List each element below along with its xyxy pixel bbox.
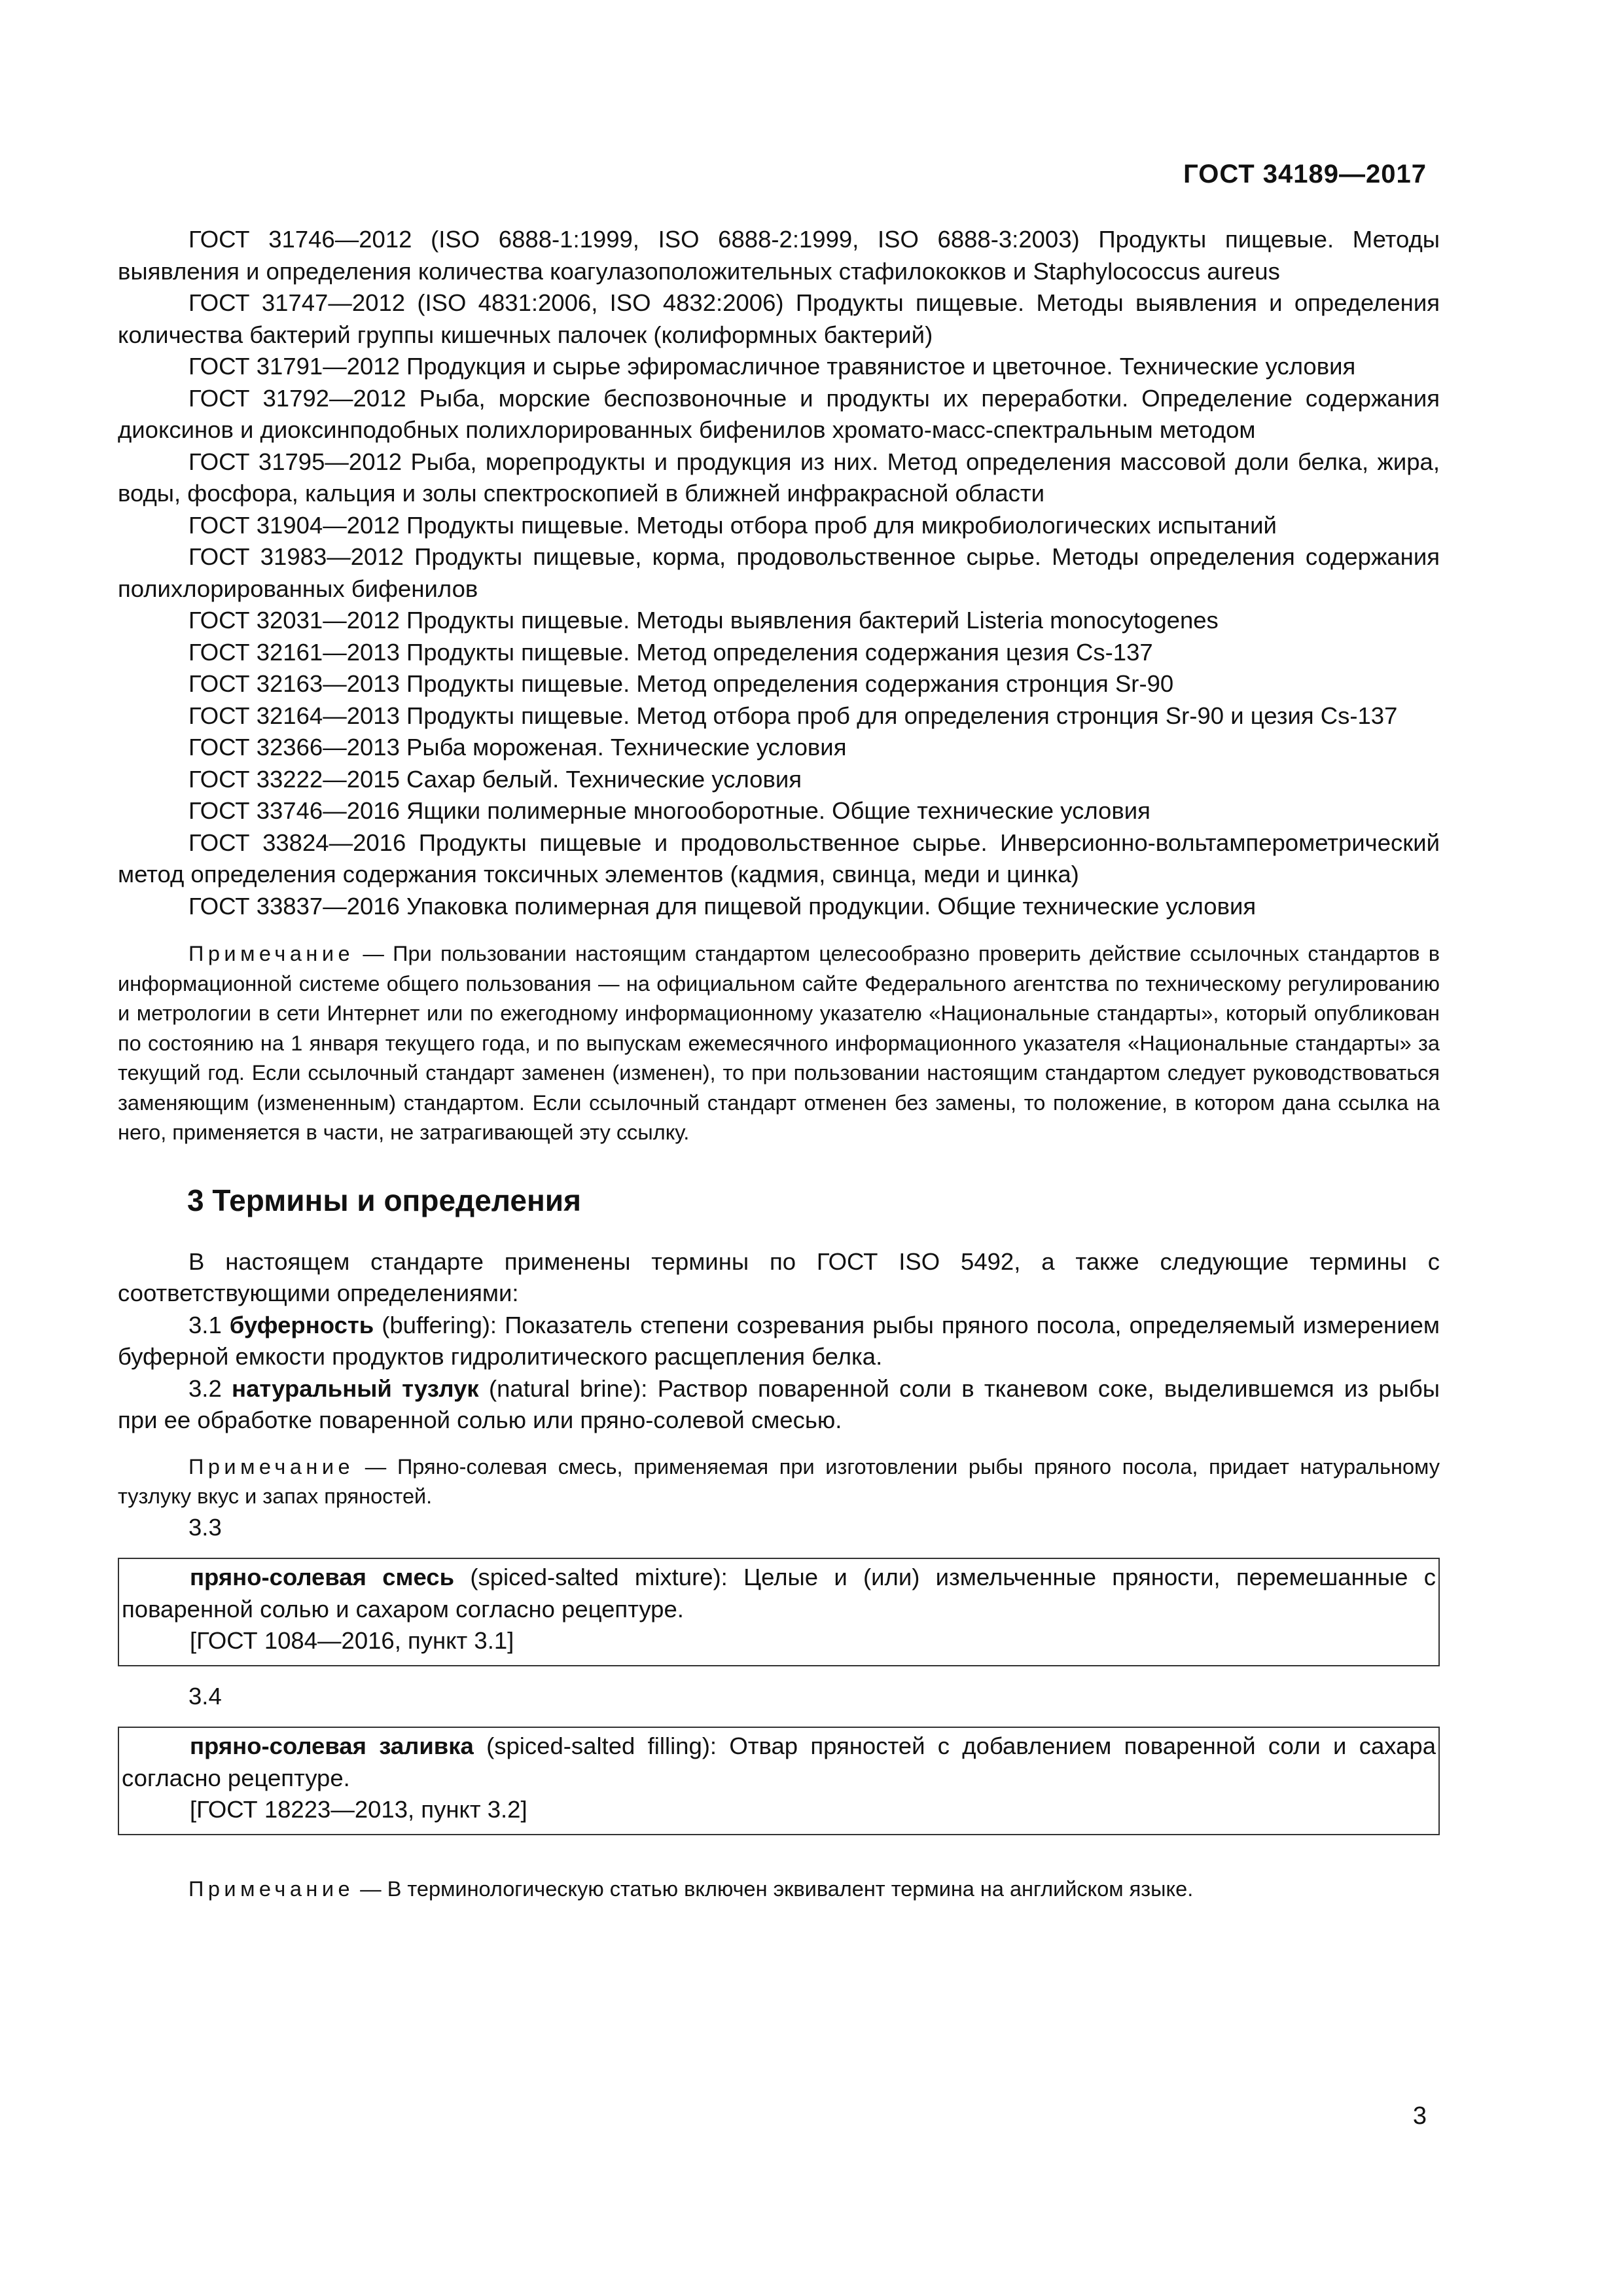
- term-entry-3-4: [122, 1731, 1436, 1794]
- note-text: Пряно-солевая смесь, применяемая при изготовлении рыбы пряного посола, придает натуральному тузлуку вкус и запах пряностей.: [118, 1454, 1440, 1508]
- term-entry-3-3: [122, 1562, 1436, 1625]
- term-definition: (spiced-salted filling): Отвар пряностей с добавлением поваренной соли и сахара согласно рецептуре.: [122, 1732, 1436, 1791]
- reference-item: ГОСТ 32163—2013 Продукты пищевые. Метод определения содержания стронция Sr-90: [188, 670, 1174, 697]
- page-number: 3: [1412, 2102, 1427, 2130]
- term-number-3-3: 3.3: [188, 1513, 222, 1541]
- reference-item: ГОСТ 31791—2012 Продукция и сырье эфиромасличное травянистое и цветочное. Технические условия: [188, 353, 1356, 380]
- note-label: Примечание: [188, 942, 355, 965]
- document-id: ГОСТ 34189—2017: [1183, 160, 1427, 188]
- reference-item: ГОСТ 31792—2012 Рыба, морские беспозвоночные и продукты их переработки. Определение содержания диоксинов и диоксинподобных полихлорированных бифенилов хромато-масс-спектральным методом: [118, 384, 1440, 443]
- term-number: 3.2: [188, 1374, 222, 1402]
- spacer: [118, 1835, 1440, 1874]
- reference-item: ГОСТ 31746—2012 (ISO 6888-1:1999, ISO 6888-2:1999, ISO 6888-3:2003) Продукты пищевые. Методы выявления и определения количества коагулазоположительных стафилококков и Staphylococcus aureus: [118, 226, 1440, 285]
- term-entry-3-2: [118, 1373, 1440, 1437]
- reference-item: ГОСТ 33222—2015 Сахар белый. Технические условия: [188, 765, 802, 793]
- term-number-3-4: 3.4: [188, 1682, 222, 1710]
- reference-item: ГОСТ 31747—2012 (ISO 4831:2006, ISO 4832:2006) Продукты пищевые. Методы выявления и определения количества бактерий группы кишечных палочек (колиформных бактерий): [118, 289, 1440, 348]
- term-box-3-3: [118, 1558, 1440, 1666]
- reference-item: ГОСТ 31983—2012 Продукты пищевые, корма, продовольственное сырье. Методы определения содержания полихлорированных бифенилов: [118, 543, 1440, 602]
- reference-item: ГОСТ 31795—2012 Рыба, морепродукты и продукция из них. Метод определения массовой доли белка, жира, воды, фосфора, кальция и золы спектроскопией в ближней инфракрасной области: [118, 448, 1440, 507]
- term-source: [ГОСТ 1084—2016, пункт 3.1]: [190, 1627, 514, 1654]
- term-name: натуральный тузлук: [232, 1374, 479, 1402]
- note-label: Примечание: [188, 1876, 355, 1901]
- note-dash: —: [354, 1876, 387, 1901]
- term-source: [ГОСТ 18223—2013, пункт 3.2]: [190, 1796, 527, 1823]
- reference-item: ГОСТ 32164—2013 Продукты пищевые. Метод отбора проб для определения стронция Sr-90 и цезия Cs-137: [188, 702, 1398, 729]
- term-name: пряно-солевая заливка: [190, 1732, 474, 1759]
- term-name: буферность: [229, 1311, 374, 1338]
- note-dash: —: [354, 1454, 397, 1479]
- reference-item: ГОСТ 33824—2016 Продукты пищевые и продовольственное сырье. Инверсионно-вольтамперометрический метод определения содержания токсичных элементов (кадмия, свинца, меди и цинка): [118, 829, 1440, 888]
- term-name: пряно-солевая смесь: [190, 1564, 455, 1590]
- references-note: [118, 939, 1440, 1148]
- note-text: При пользовании настоящим стандартом целесообразно проверить действие ссылочных стандартов в информационной системе общего пользования — на официальном сайте Федерального агентства по техническому регулированию и метрологии в сети Интернет или по ежегодному информационному указателю «Национальные стандарты», который опубликован по состоянию на 1 января текущего года, и по выпускам ежемесячного информационного указателя «Национальные стандарты» за текущий год. Если ссылочный стандарт заменен (изменен), то при пользовании настоящим стандартом следует руководствоваться заменяющим (измененным) стандартом. Если ссылочный стандарт отменен без замены, то положение, в котором дана ссылка на него, применяется в части, не затрагивающей эту ссылку.: [118, 942, 1440, 1144]
- term-definition: (buffering): Показатель степени созревания рыбы пряного посола, определяемый измерением буферной емкости продуктов гидролитического расщепления белка.: [118, 1311, 1440, 1370]
- reference-item: ГОСТ 33837—2016 Упаковка полимерная для пищевой продукции. Общие технические условия: [188, 892, 1257, 920]
- term-entry-3-1: [118, 1310, 1440, 1373]
- reference-item: ГОСТ 32161—2013 Продукты пищевые. Метод определения содержания цезия Cs-137: [188, 638, 1153, 666]
- term-box-3-4: [118, 1727, 1440, 1835]
- page-body: [118, 224, 1440, 1904]
- reference-item: ГОСТ 33746—2016 Ящики полимерные многооборотные. Общие технические условия: [188, 797, 1150, 824]
- reference-item: ГОСТ 32366—2013 Рыба мороженая. Технические условия: [188, 734, 847, 761]
- normative-references-list: [118, 224, 1440, 922]
- note-dash: —: [354, 942, 393, 965]
- section-intro: В настоящем стандарте применены термины по ГОСТ ISO 5492, а также следующие термины с соответствующими определениями:: [118, 1247, 1440, 1306]
- term-note: [118, 1452, 1440, 1512]
- note-text: В терминологическую статью включен эквивалент термина на английском языке.: [387, 1876, 1194, 1901]
- term-definition: (spiced-salted mixture): Целые и (или) измельченные пряности, перемешанные с поваренной солью и сахаром согласно рецептуре.: [122, 1564, 1436, 1623]
- term-number: 3.1: [188, 1311, 222, 1338]
- reference-item: ГОСТ 32031—2012 Продукты пищевые. Методы выявления бактерий Listeria monocytogenes: [188, 607, 1219, 634]
- section-heading: 3 Термины и определения: [187, 1183, 581, 1217]
- terminology-note: [118, 1874, 1440, 1905]
- reference-item: ГОСТ 31904—2012 Продукты пищевые. Методы отбора проб для микробиологических испытаний: [188, 511, 1277, 539]
- spacer: [118, 1666, 1440, 1681]
- term-definition: (natural brine): Раствор поваренной соли в тканевом соке, выделившемся из рыбы при ее обработке поваренной солью или пряно-солевой смесью.: [118, 1374, 1440, 1433]
- note-label: Примечание: [188, 1454, 355, 1479]
